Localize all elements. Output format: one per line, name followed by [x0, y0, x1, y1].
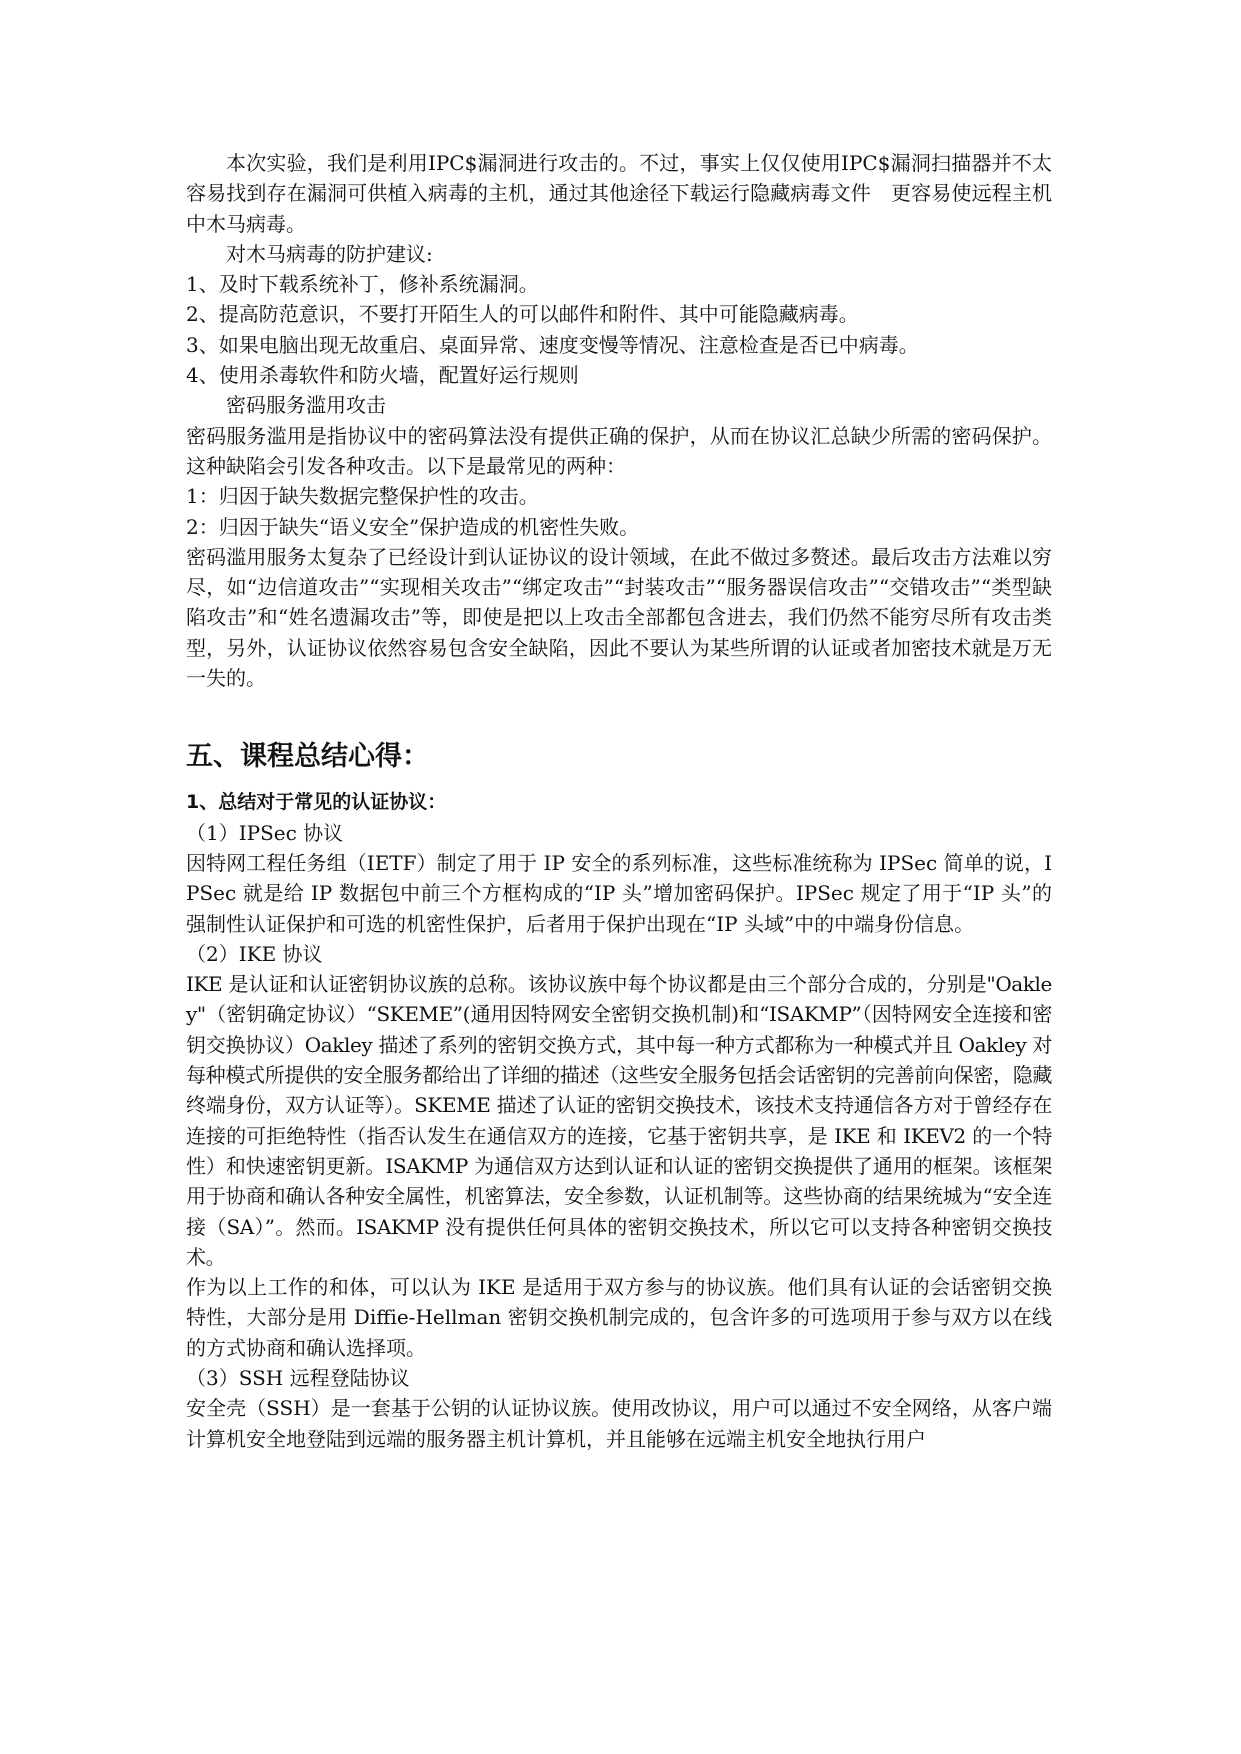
ike-paragraph: IKE 是认证和认证密钥协议族的总称。该协议族中每个协议都是由三个部分合成的，分别是"Oakley"（密钥确定协议）“SKEME”(通用因特网安全密钥交换机制)和“ISAKMP”（因特网安全连接和密钥交换协议）Oakley 描述了系列的密钥交换方式，其中每一种方式都称为一种模式并且 Oakley 对每种模式所提供的安全服务都给出了详细的描述（这些安全服务包括会话密钥的完善前向保密，隐藏终端身份，双方认证等）。SKEME 描述了认证的密钥交换技术，该技术支持通信各方对于曾经存在连接的可拒绝特性（指否认发生在通信双方的连接，它基于密钥共享，是 IKE 和 IKEV2 的一个特性）和快速密钥更新。ISAKMP 为通信双方达到认证和认证的密钥交换提供了通用的框架。该框架用于协商和确认各种安全属性，机密算法，安全参数，认证机制等。这些协商的结果统城为“安全连接（SA）”。然而。ISAKMP 没有提供任何具体的密钥交换技术，所以它可以支持各种密钥交换技术。 [186, 972, 1052, 1269]
advice-title: 对木马病毒的防护建议: [226, 241, 433, 266]
advice-item-2: 2、提高防范意识，不要打开陌生人的可以邮件和附件、其中可能隐藏病毒。 [186, 302, 859, 327]
crypto-item-1: 1：归因于缺失数据完整保护性的攻击。 [186, 484, 539, 509]
advice-item-1: 1、及时下载系统补丁，修补系统漏洞。 [186, 272, 539, 297]
crypto-abuse-paragraph: 密码服务滥用是指协议中的密码算法没有提供正确的保护，从而在协议汇总缺少所需的密码保护。这种缺陷会引发各种攻击。以下是最常见的两种： [186, 423, 1052, 478]
section-heading: 五、课程总结心得： [186, 741, 429, 773]
page-content [186, 148, 1052, 1454]
crypto-conclusion-paragraph: 密码滥用服务太复杂了已经设计到认证协议的设计领域，在此不做过多赘述。最后攻击方法难以穷尽，如“边信道攻击”“实现相关攻击”“绑定攻击”“封装攻击”“服务器误信攻击”“交错攻击”“类型缺陷攻击”和“姓名遗漏攻击”等，即使是把以上攻击全部都包含进去，我们仍然不能穷尽所有攻击类型，另外，认证协议依然容易包含安全缺陷，因此不要认为某些所谓的认证或者加密技术就是万无一失的。 [186, 544, 1052, 691]
intro-paragraph: 本次实验，我们是利用IPC$漏洞进行攻击的。不过，事实上仅仅使用IPC$漏洞扫描器并不太容易找到存在漏洞可供植入病毒的主机，通过其他途径下载运行隐藏病毒文件 更容易使远程主机中木马病毒。 [186, 151, 1052, 236]
section-subheading: 1、总结对于常见的认证协议： [186, 791, 447, 814]
ssh-paragraph: 安全壳（SSH）是一套基于公钥的认证协议族。使用改协议，用户可以通过不安全网络，从客户端计算机安全地登陆到远端的服务器主机计算机，并且能够在远端主机安全地执行用户 [186, 1396, 1052, 1451]
ipsec-paragraph: 因特网工程任务组（IETF）制定了用于 IP 安全的系列标准，这些标准统称为 IPSec 简单的说，IPSec 就是给 IP 数据包中前三个方框构成的“IP 头”增加密码保护。IPSec 规定了用于“IP 头”的强制性认证保护和可选的机密性保护，后者用于保护出现在“IP 头域”中的中端身份信息。 [186, 850, 1052, 936]
crypto-abuse-title: 密码服务滥用攻击 [226, 393, 386, 418]
ipsec-title: （1）IPSec 协议 [186, 820, 344, 845]
crypto-item-2: 2：归因于缺失“语义安全”保护造成的机密性失败。 [186, 514, 640, 539]
advice-item-4: 4、使用杀毒软件和防火墙，配置好运行规则 [186, 363, 579, 388]
ike-paragraph-2: 作为以上工作的和体，可以认为 IKE 是适用于双方参与的协议族。他们具有认证的会话密钥交换特性，大部分是用 Diffie-Hellman 密钥交换机制完成的，包含许多的可选项用于参与双方以在线的方式协商和确认选择项。 [186, 1275, 1052, 1360]
ssh-title: （3）SSH 远程登陆协议 [186, 1365, 410, 1390]
ike-title: （2）IKE 协议 [186, 941, 323, 966]
advice-item-3: 3、如果电脑出现无故重启、桌面异常、速度变慢等情况、注意检查是否已中病毒。 [186, 332, 919, 357]
